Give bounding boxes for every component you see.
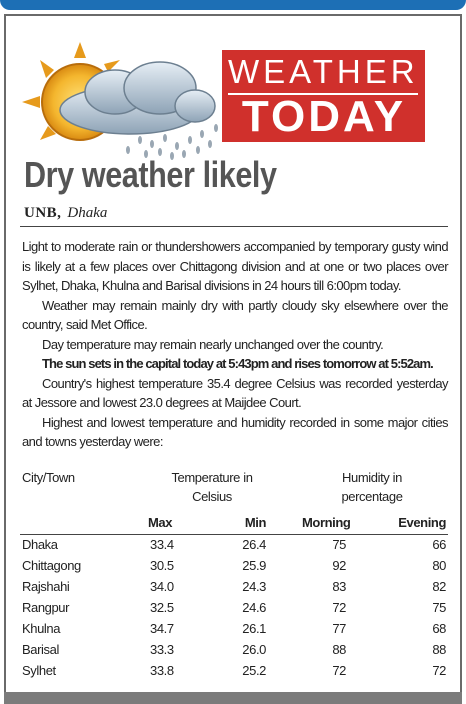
table-row [22, 576, 448, 597]
byline-source: UNB, [24, 205, 62, 221]
article-body [22, 237, 448, 452]
cell-city: Chittagong [22, 558, 81, 573]
paragraph: Day temperature may remain nearly unchanged over the country. [42, 336, 384, 352]
subheader-min: Min [244, 515, 266, 530]
cell-evening: 75 [432, 600, 446, 615]
cell-max: 34.7 [150, 621, 174, 636]
banner-title-bottom: TODAY [241, 92, 407, 141]
table-row [22, 660, 448, 681]
byline [24, 205, 107, 222]
cell-min: 24.3 [242, 579, 266, 594]
cell-max: 32.5 [150, 600, 174, 615]
header-city: City/Town [22, 470, 75, 485]
cell-min: 26.0 [242, 642, 266, 657]
cell-city: Barisal [22, 642, 59, 657]
paragraph: Weather may remain mainly dry with partly cloudy sky elsewhere over the country, said Met Office. [22, 297, 448, 332]
cell-morning: 72 [332, 663, 346, 678]
header-humidity [322, 468, 422, 506]
paragraph-bold: The sun sets in the capital today at 5:43pm and rises tomorrow at 5:52am. [42, 356, 433, 371]
cell-evening: 72 [432, 663, 446, 678]
table-row [22, 555, 448, 576]
cell-min: 24.6 [242, 600, 266, 615]
cell-max: 33.3 [150, 642, 174, 657]
paragraph: Highest and lowest temperature and humidity recorded in some major cities and towns yesterday were: [22, 414, 448, 449]
cell-min: 25.9 [242, 558, 266, 573]
cell-max: 34.0 [150, 579, 174, 594]
header-humidity-line2: percentage [341, 489, 403, 504]
cell-city: Sylhet [22, 663, 56, 678]
cell-min: 26.1 [242, 621, 266, 636]
cell-city: Dhaka [22, 537, 58, 552]
cell-morning: 88 [332, 642, 346, 657]
paragraph: Light to moderate rain or thundershowers accompanied by temporary gusty wind is likely at a few places over Chittagong division and at one or two places over Sylhet, Dhaka, Khulna and Barisal divisions in 24 hours till 6:00pm today. [22, 239, 448, 293]
subheader-evening: Evening [398, 515, 446, 530]
subheader-max: Max [148, 515, 173, 530]
paragraph: Country's highest temperature 35.4 degree Celsius was recorded yesterday at Jessore and lowest 23.0 degrees at Maijdee Court. [22, 375, 448, 410]
table-row [22, 639, 448, 660]
table-row [22, 534, 448, 555]
cell-max: 33.8 [150, 663, 174, 678]
byline-rule [20, 226, 448, 227]
table-row [22, 618, 448, 639]
cell-evening: 66 [432, 537, 446, 552]
subheader-morning: Morning [302, 515, 351, 530]
cell-city: Rajshahi [22, 579, 70, 594]
bottom-shadow-bar [4, 692, 462, 704]
table-row [22, 597, 448, 618]
banner-title-top: WEATHER [228, 53, 419, 90]
cell-morning: 72 [332, 600, 346, 615]
cell-morning: 92 [332, 558, 346, 573]
cell-max: 33.4 [150, 537, 174, 552]
cell-city: Khulna [22, 621, 61, 636]
header-humidity-line1: Humidity in [342, 470, 402, 485]
cell-morning: 77 [332, 621, 346, 636]
cell-morning: 83 [332, 579, 346, 594]
subheader-row [22, 512, 448, 533]
cell-evening: 88 [432, 642, 446, 657]
sun-rain-cloud-icon [20, 40, 220, 160]
cell-evening: 68 [432, 621, 446, 636]
cell-max: 30.5 [150, 558, 174, 573]
cell-morning: 75 [332, 537, 346, 552]
header-temperature-line1: Temperature in [171, 470, 253, 485]
header-temperature [152, 468, 272, 506]
headline: Dry weather likely [24, 154, 277, 195]
cell-evening: 80 [432, 558, 446, 573]
cell-city: Rangpur [22, 600, 70, 615]
header-temperature-line2: Celsius [192, 489, 232, 504]
top-color-bar [0, 0, 466, 10]
cell-evening: 82 [432, 579, 446, 594]
weather-today-banner [222, 50, 425, 142]
cell-min: 25.2 [242, 663, 266, 678]
cell-min: 26.4 [242, 537, 266, 552]
byline-place: Dhaka [67, 205, 108, 221]
